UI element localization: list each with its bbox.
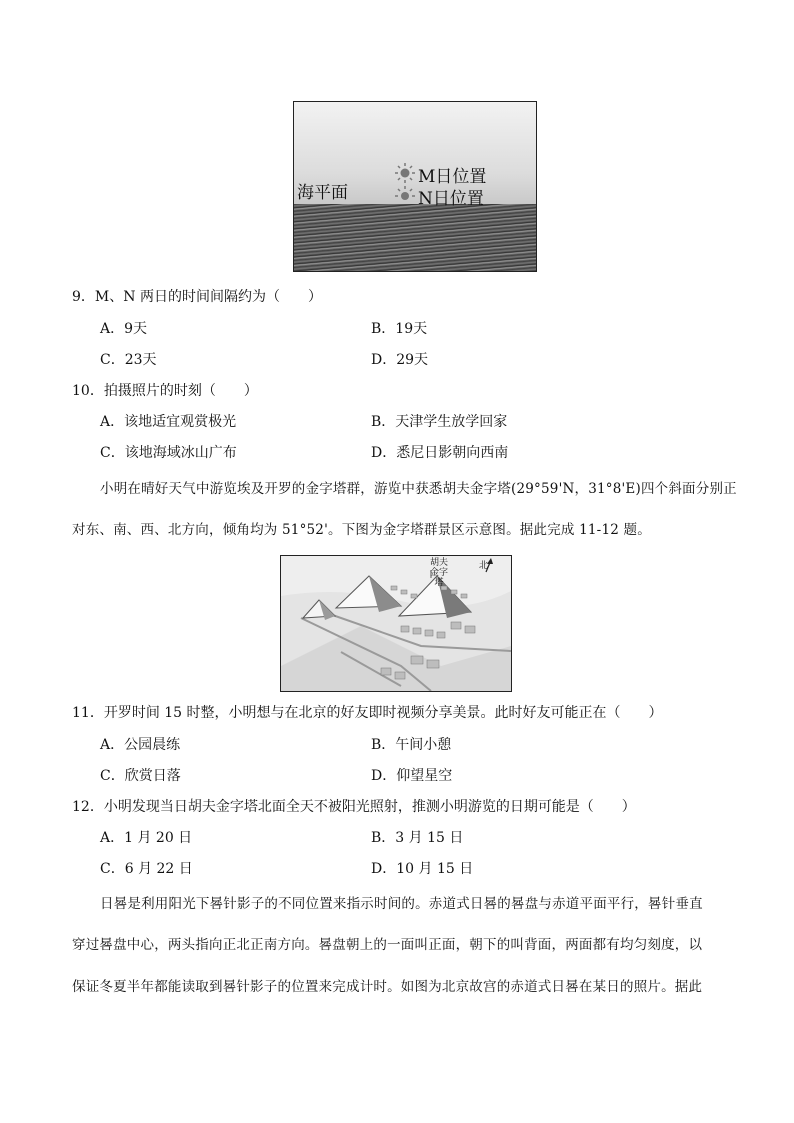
sea-level-label: 海平面 bbox=[297, 183, 348, 203]
question-10-option-b: B．天津学生放学回家 bbox=[371, 414, 508, 430]
question-9-option-a: A．9天 bbox=[100, 321, 148, 337]
pyramid-scenic-map bbox=[280, 555, 512, 692]
north-label: 北 bbox=[479, 561, 489, 571]
question-12-stem: 12．小明发现当日胡夫金字塔北面全天不被阳光照射，推测小明游览的日期可能是（ ） bbox=[72, 799, 636, 815]
khufu-label-line-2: 金字塔 bbox=[429, 568, 448, 588]
intro-sundial-line-3: 保证冬夏半年都能读取到晷针影子的位置来完成计时。如图为北京故宫的赤道式日晷在某日的照片。据此 bbox=[72, 979, 703, 995]
question-9-option-d: D．29天 bbox=[371, 352, 429, 368]
question-9-option-c: C．23天 bbox=[100, 352, 157, 368]
question-12-option-d: D．10 月 15 日 bbox=[371, 861, 474, 877]
intro-pyramid-line-1: 小明在晴好天气中游览埃及开罗的金字塔群，游览中获悉胡夫金字塔(29°59'N，31°8'E)四个斜面分别正 bbox=[100, 481, 737, 497]
pyramid-illustration bbox=[281, 556, 511, 691]
question-10-option-a: A．该地适宜观赏极光 bbox=[100, 414, 237, 430]
question-12-option-c: C．6 月 22 日 bbox=[100, 861, 193, 877]
intro-pyramid-line-2: 对东、南、西、北方向，倾角均为 51°52'。下图为金字塔群景区示意图。据此完成 11-12 题。 bbox=[72, 522, 651, 538]
question-12-option-b: B．3 月 15 日 bbox=[371, 830, 464, 846]
n-sun-icon bbox=[395, 186, 415, 202]
intro-sundial-line-1: 日晷是利用阳光下晷针影子的不同位置来指示时间的。赤道式日晷的晷盘与赤道平面平行，晷针垂直 bbox=[100, 896, 703, 912]
question-10-stem: 10．拍摄照片的时刻（ ） bbox=[72, 383, 258, 399]
m-position-label: M日位置 bbox=[418, 167, 487, 187]
question-11-option-c: C．欣赏日落 bbox=[100, 768, 181, 784]
question-9-option-b: B．19天 bbox=[371, 321, 428, 337]
question-11-option-a: A．公园晨练 bbox=[100, 737, 181, 753]
n-position-label: N日位置 bbox=[418, 189, 484, 209]
sea-photo-figure bbox=[293, 101, 537, 272]
question-10-option-d: D．悉尼日影朝向西南 bbox=[371, 445, 509, 461]
question-9-stem: 9．M、N 两日的时间间隔约为（ ） bbox=[72, 289, 322, 305]
m-sun-icon bbox=[395, 163, 415, 183]
question-12-option-a: A．1 月 20 日 bbox=[100, 830, 193, 846]
sea-water-area bbox=[294, 204, 536, 272]
khufu-label-line-1: 胡夫 bbox=[429, 558, 448, 568]
question-10-option-c: C．该地海域冰山广布 bbox=[100, 445, 237, 461]
intro-sundial-line-2: 穿过晷盘中心，两头指向正北正南方向。晷盘朝上的一面叫正面，朝下的叫背面，两面都有均匀刻度，以 bbox=[72, 937, 703, 953]
question-11-stem: 11．开罗时间 15 时整，小明想与在北京的好友即时视频分享美景。此时好友可能正在（ ） bbox=[72, 705, 663, 721]
khufu-pyramid-label bbox=[426, 558, 452, 588]
question-11-option-d: D．仰望星空 bbox=[371, 768, 453, 784]
question-11-option-b: B．午间小憩 bbox=[371, 737, 452, 753]
